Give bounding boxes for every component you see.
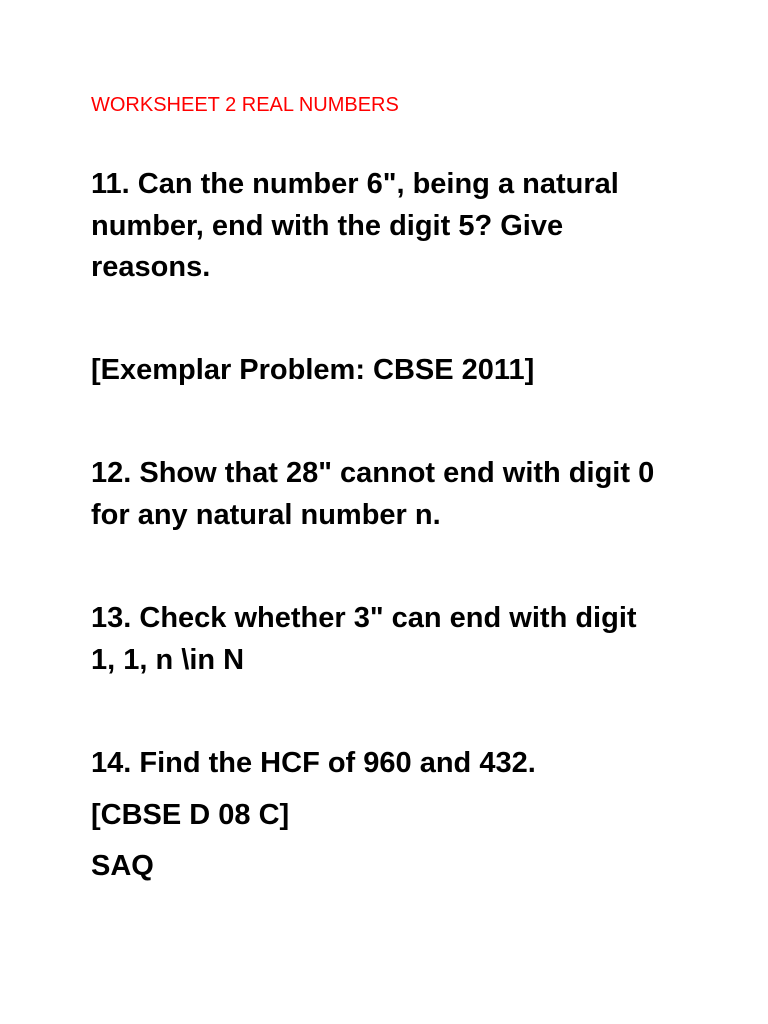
question-12-line-2: for any natural number n. bbox=[91, 499, 441, 531]
question-14-type: SAQ bbox=[91, 850, 154, 882]
question-14-line-1: 14. Find the HCF of 960 and 432. bbox=[91, 747, 536, 779]
question-13-line-1: 13. Check whether 3" can end with digit bbox=[91, 602, 637, 634]
question-11-line-3: reasons. bbox=[91, 251, 211, 283]
question-13-line-2: 1, 1, n \in N bbox=[91, 644, 245, 676]
worksheet-title: WORKSHEET 2 REAL NUMBERS bbox=[91, 94, 399, 116]
question-11-line-1: 11. Can the number 6", being a natural bbox=[91, 168, 619, 200]
question-11-source: [Exemplar Problem: CBSE 2011] bbox=[91, 354, 535, 386]
question-11-line-2: number, end with the digit 5? Give bbox=[91, 210, 564, 242]
question-14-source: [CBSE D 08 C] bbox=[91, 799, 290, 831]
question-12-line-1: 12. Show that 28" cannot end with digit 0 bbox=[91, 457, 655, 489]
